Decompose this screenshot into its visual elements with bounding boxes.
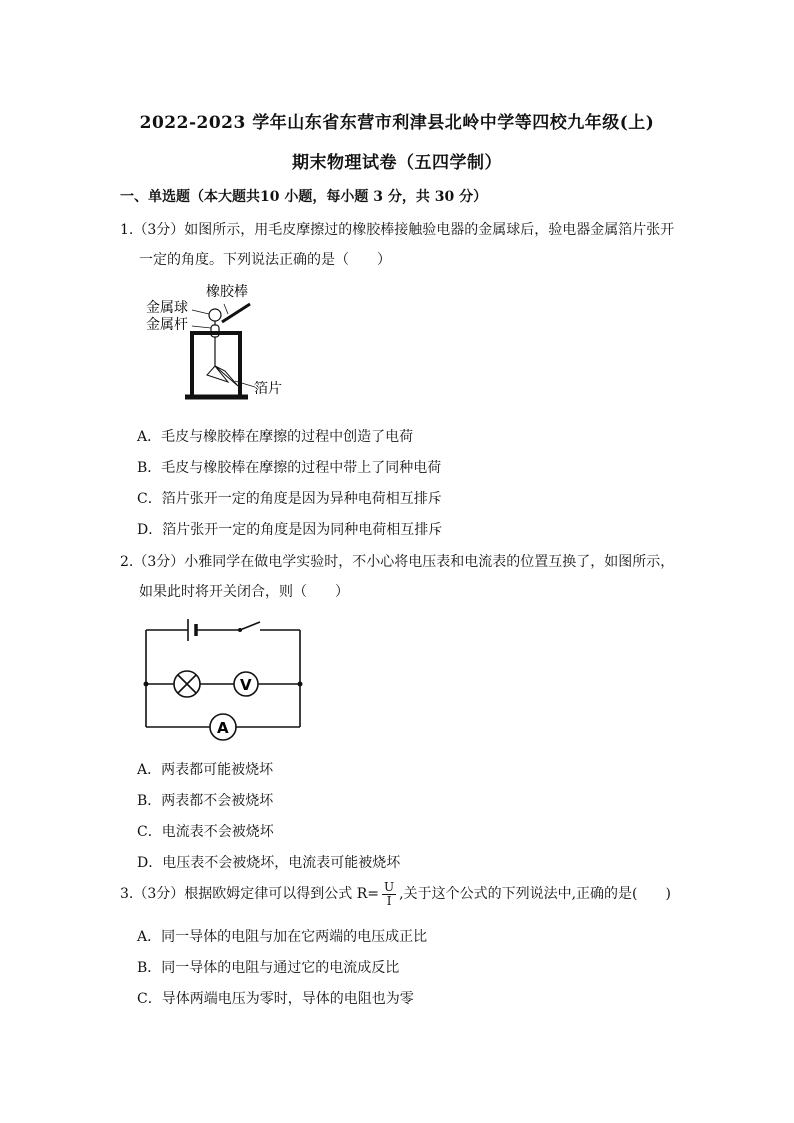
q2-option-d[interactable]: D．电压表不会被烧坏，电流表可能被烧坏 <box>137 855 401 871</box>
ammeter-label: A <box>217 719 229 737</box>
label-metal-ball: 金属球 <box>146 300 188 316</box>
metal-ball <box>209 309 221 321</box>
q3-stem-line1 <box>120 880 671 908</box>
q1-option-d[interactable]: D．箔片张开一定的角度是因为同种电荷相互排斥 <box>137 522 443 538</box>
q2-option-c[interactable]: C．电流表不会被烧坏 <box>137 824 274 840</box>
label-foil: 箔片 <box>254 381 282 397</box>
q1-stem-line2: 一定的角度。下列说法正确的是（ ） <box>139 252 391 268</box>
exam-title-line2: 期末物理试卷（五四学制） <box>292 153 502 173</box>
fraction-denominator: I <box>386 893 392 908</box>
rubber-rod <box>222 304 250 322</box>
q3-stem-suffix: ,关于这个公式的下列说法中,正确的是( ) <box>399 886 671 902</box>
circuit-figure <box>140 612 310 747</box>
voltmeter-label: V <box>240 676 252 694</box>
q2-option-a[interactable]: A．两表都可能被烧坏 <box>137 762 274 778</box>
section-heading: 一、单选题（本大题共10 小题，每小题 3 分，共 30 分） <box>120 189 488 205</box>
exam-title-line1: 2022-2023 学年山东省东营市利津县北岭中学等四校九年级(上) <box>139 113 655 133</box>
label-rubber-rod: 橡胶棒 <box>206 284 248 300</box>
electroscope-figure <box>140 278 300 404</box>
q1-option-c[interactable]: C．箔片张开一定的角度是因为异种电荷相互排斥 <box>137 491 442 507</box>
q1-option-a[interactable]: A．毛皮与橡胶棒在摩擦的过程中创造了电荷 <box>137 429 414 445</box>
q2-stem-line1: 2.（3分）小雅同学在做电学实验时，不小心将电压表和电流表的位置互换了，如图所示， <box>120 554 675 570</box>
q2-option-b[interactable]: B．两表都不会被烧坏 <box>137 793 274 809</box>
ohm-formula-fraction <box>382 881 396 908</box>
label-metal-stem: 金属杆 <box>146 317 188 333</box>
q3-option-a[interactable]: A．同一导体的电阻与加在它两端的电压成正比 <box>137 929 428 945</box>
q2-stem-line2: 如果此时将开关闭合，则（ ） <box>139 584 349 600</box>
q1-option-b[interactable]: B．毛皮与橡胶棒在摩擦的过程中带上了同种电荷 <box>137 460 442 476</box>
switch-blade <box>240 622 260 630</box>
q1-stem-line1: 1.（3分）如图所示，用毛皮摩擦过的橡胶棒接触验电器的金属球后，验电器金属箔片张开 <box>120 222 675 238</box>
fraction-numerator: U <box>384 879 395 894</box>
q3-option-c[interactable]: C．导体两端电压为零时，导体的电阻也为零 <box>137 991 414 1007</box>
q3-option-b[interactable]: B．同一导体的电阻与通过它的电流成反比 <box>137 960 400 976</box>
q3-stem-prefix: 3.（3分）根据欧姆定律可以得到公式 R= <box>120 886 379 902</box>
